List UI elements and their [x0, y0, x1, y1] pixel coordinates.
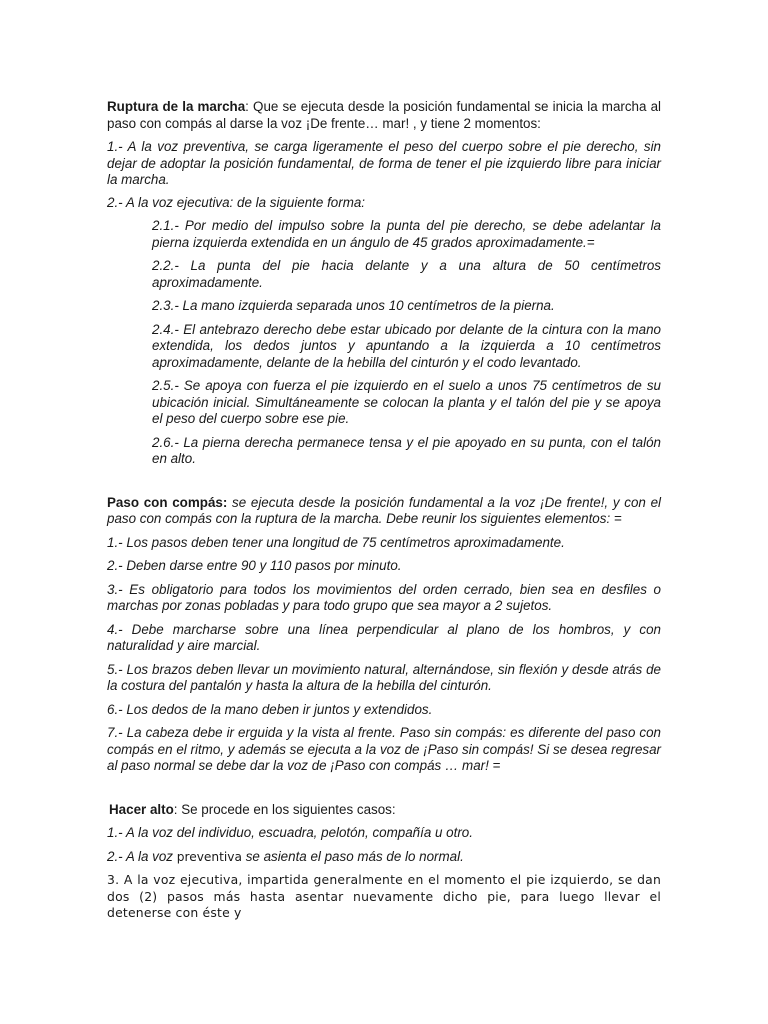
- paso-item-1: 1.- Los pasos deben tener una longitud de 75 centímetros aproximadamente.: [107, 534, 565, 550]
- ruptura-item-2: 2.- A la voz ejecutiva: de la siguiente forma:: [107, 194, 366, 210]
- ruptura-subitem-2-2: 2.2.- La punta del pie hacia delante y a una altura de 50 centímetros aproximadamente.: [152, 258, 661, 290]
- paso-item-4: 4.- Debe marcharse sobre una línea perpendicular al plano de los hombros, y con naturalidad y aire marcial.: [107, 621, 661, 653]
- ruptura-subitem-2-1: 2.1.- Por medio del impulso sobre la punta del pie derecho, se debe adelantar la pierna izquierda extendida en un ángulo de 45 grados aproximadamente.=: [152, 218, 661, 250]
- paso-item-6: 6.- Los dedos de la mano deben ir juntos y extendidos.: [107, 701, 433, 717]
- ruptura-subitem-2-4: 2.4.- El antebrazo derecho debe estar ubicado por delante de la cintura con la mano extendida, los dedos juntos y apuntando a la izquierda a 10 centímetros aproximadamente, delante de la hebilla del cinturón y el codo levantado.: [152, 321, 661, 370]
- paso-item-2: 2.- Deben darse entre 90 y 110 pasos por minuto.: [107, 558, 402, 573]
- alto-item-2-preventiva: preventiva: [176, 849, 242, 864]
- alto-item-2: [107, 849, 661, 866]
- ruptura-item-1: 1.- A la voz preventiva, se carga ligeramente el peso del cuerpo sobre el pie derecho, sin dejar de adoptar la posición fundamental, de forma de tener el pie izquierdo libre para iniciar la marcha.: [107, 139, 661, 187]
- paso-item-5: 5.- Los brazos deben llevar un movimiento natural, alternándose, sin flexión y desde atrás de la costura del pantalón y hasta la altura de la hebilla del cinturón.: [107, 661, 661, 693]
- alto-item-1: 1.- A la voz del individuo, escuadra, pelotón, compañía u otro.: [107, 825, 473, 840]
- paso-title: Paso con compás:: [107, 494, 228, 510]
- ruptura-subitem-2-5: 2.5.- Se apoya con fuerza el pie izquierdo en el suelo a unos 75 centímetros de su ubicación inicial. Simultáneamente se colocan la planta y el talón del pie y se apoya el peso del cuerpo sobre ese pie.: [152, 378, 661, 426]
- alto-intro-text: : Se procede en los siguientes casos:: [173, 801, 396, 817]
- alto-intro-paragraph: [107, 802, 661, 819]
- paso-item-7: 7.- La cabeza debe ir erguida y la vista al frente. Paso sin compás: es diferente del paso con compás en el ritmo, y además se ejecuta a la voz de ¡Paso sin compás! Si se desea regresar al paso normal se debe dar la voz de ¡Paso con compás … mar! =: [107, 725, 661, 773]
- paso-intro-paragraph: [107, 495, 661, 528]
- ruptura-intro-text: : Que se ejecuta desde la posición fundamental se inicia la marcha al paso con compás al darse la voz ¡De frente… mar! , y tiene 2 momentos:: [107, 99, 662, 131]
- alto-item-2-start: 2.- A la voz: [107, 848, 177, 864]
- alto-item-3: 3. A la voz ejecutiva, impartida generalmente en el momento el pie izquierdo, se dan dos (2) pasos más hasta asentar nuevamente dicho pie, para luego llevar el detenerse con éste y: [107, 872, 661, 920]
- ruptura-subitem-2-6: 2.6.- La pierna derecha permanece tensa y el pie apoyado en su punta, con el talón en alto.: [152, 434, 661, 466]
- paso-item-3: 3.- Es obligatorio para todos los movimientos del orden cerrado, bien sea en desfiles o marchas por zonas pobladas y para todo grupo que sea mayor a 2 sujetos.: [107, 581, 661, 613]
- ruptura-intro-paragraph: [107, 99, 661, 132]
- alto-item-2-end: se asienta el paso más de lo normal.: [241, 848, 464, 864]
- paso-intro-text: se ejecuta desde la posición fundamental a la voz ¡De frente!, y con el paso con compás con la ruptura de la marcha. Debe reunir los siguientes elementos: =: [107, 494, 661, 526]
- ruptura-title: Ruptura de la marcha: [107, 99, 246, 114]
- document-body: [107, 99, 661, 922]
- alto-title: Hacer alto: [109, 801, 174, 817]
- ruptura-subitem-2-3: 2.3.- La mano izquierda separada unos 10 centímetros de la pierna.: [152, 298, 555, 313]
